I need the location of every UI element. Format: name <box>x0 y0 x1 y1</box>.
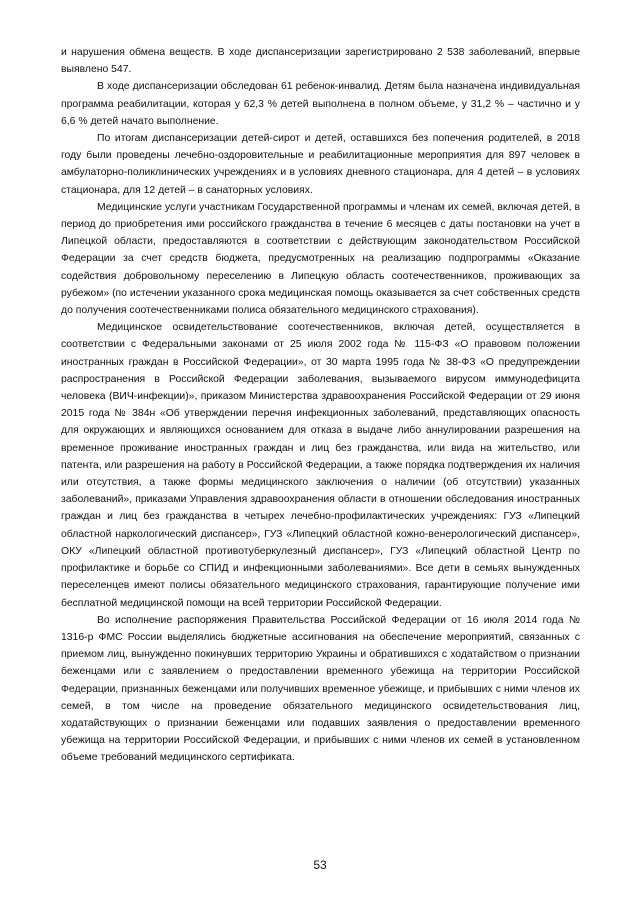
document-body <box>61 44 580 767</box>
paragraph-2: В ходе диспансеризации обследован 61 ребенок-инвалид. Детям была назначена индивидуальная программа реабилитации, которая у 62,3 % детей выполнена в полном объеме, у 31,2 % – частично и у 6,6 % детей начато выполнение. <box>61 81 580 127</box>
paragraph-6: Во исполнение распоряжения Правительства Российской Федерации от 16 июля 2014 года № 1316-р ФМС России выделялись бюджетные ассигнования на обеспечение мероприятий, связанных с приемом лиц, вынужденно покинувших территорию Украины и обратившихся с ходатайством о признании беженцами или с заявлением о предоставлении временного убежища на территории Российской Федерации, признанных беженцами или получивших временное убежище, и прибывших с ними членов их семей, в том числе на проведение обязательного медицинского освидетельствования лиц, ходатайствующих о признании беженцами или подавших заявления о предоставлении временного убежища на территории Российской Федерации, и прибывших с ними членов их семей в установленном объеме требований медицинского сертификата. <box>61 614 580 764</box>
paragraph-4: Медицинские услуги участникам Государственной программы и членам их семей, включая детей, в период до приобретения ими российского гражданства в течение 6 месяцев с даты постановки на учет в Липецкой области, предоставляются в соответствии с действующим законодательством Российской Федерации за счет средств бюджета, предусмотренных на реализацию подпрограммы «Оказание содействия добровольному переселению в Липецкую область соотечественников, проживающих за рубежом» (по истечении указанного срока медицинская помощь оказывается за счет собственных средств до получения соотечественниками полиса обязательного медицинского страхования). <box>61 201 580 317</box>
paragraph-1: и нарушения обмена веществ. В ходе диспансеризации зарегистрировано 2 538 заболеваний, впервые выявлено 547. <box>61 47 580 76</box>
paragraph-3: По итогам диспансеризации детей-сирот и детей, оставшихся без попечения родителей, в 2018 году были проведены лечебно-оздоровительные и реабилитационные мероприятия для 897 человек в амбулаторно-поликлинических учреждениях и в условиях дневного стационара, для 4 детей – в условиях стационара, для 12 детей – в санаторных условиях. <box>61 133 580 196</box>
paragraph-5: Медицинское освидетельствование соотечественников, включая детей, осуществляется в соответствии с Федеральными законами от 25 июля 2002 года № 115-ФЗ «О правовом положении иностранных граждан в Российской Федерации», от 30 марта 1995 года № 38-ФЗ «О предупреждении распространения в Российской Федерации заболевания, вызываемого вирусом иммунодефицита человека (ВИЧ-инфекции)», приказом Министерства здравоохранения Российской Федерации от 29 июня 2015 года № 384н «Об утверждении перечня инфекционных заболеваний, представляющих опасность для окружающих и являющихся основанием для отказа в выдаче либо аннулировании разрешения на временное проживание иностранных граждан и лиц без гражданства, или вида на жительство, или патента, или разрешения на работу в Российской Федерации, а также порядка подтверждения их наличия или отсутствия, а также формы медицинского заключения о наличии (об отсутствии) указанных заболеваний», приказами Управления здравоохранения области в отношении обследования иностранных граждан и лиц без гражданства в четырех лечебно-профилактических учреждениях: ГУЗ «Липецкий областной наркологический диспансер», ГУЗ «Липецкий областной кожно-венерологический диспансер», ОКУ «Липецкий областной противотуберкулезный диспансер», ГУЗ «Липецкий областной Центр по профилактике и борьбе со СПИД и инфекционными заболеваниями». Все дети в семьях вынужденных переселенцев имеют полисы обязательного медицинского страхования, гарантирующие получение ими бесплатной медицинской помощи на всей территории Российской Федерации. <box>61 322 580 609</box>
page-number: 53 <box>313 858 327 872</box>
